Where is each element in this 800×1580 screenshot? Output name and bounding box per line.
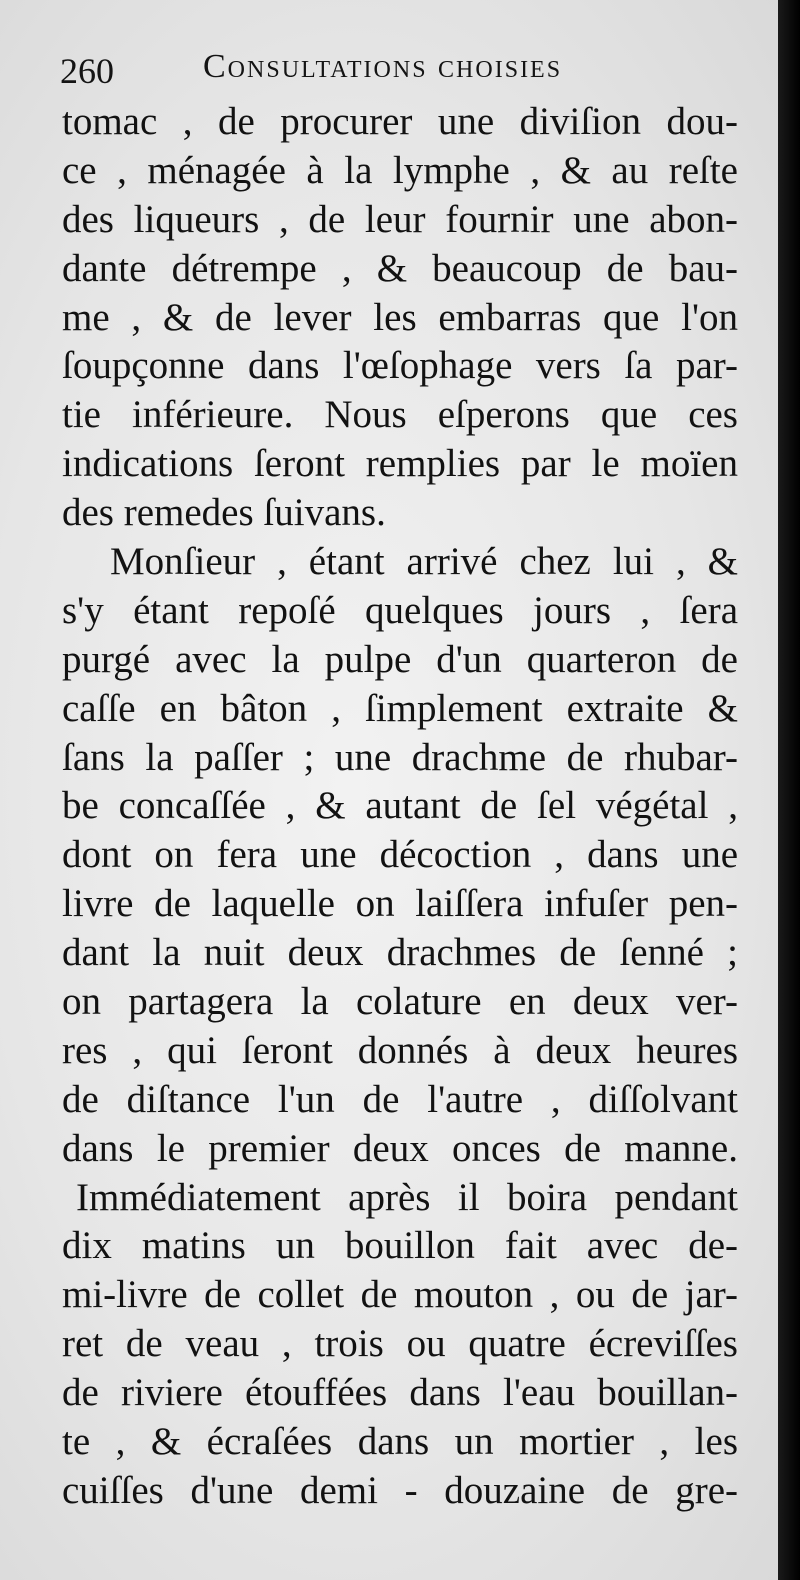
- text-line: des liqueurs , de leur fournir une abon-: [62, 197, 738, 241]
- text-line: dante détrempe , & beaucoup de bau-: [62, 246, 738, 290]
- text-line: cuiſſes d'une demi - douzaine de gre-: [62, 1468, 738, 1512]
- text-line: livre de laquelle on laiſſera infuſer pen-: [62, 882, 738, 926]
- text-line: ſoupçonne dans l'œſophage vers ſa par-: [62, 344, 738, 388]
- text-line: be concaſſée , & autant de ſel végétal ,: [62, 784, 738, 828]
- running-title: Consultations choisies: [203, 48, 563, 85]
- page-header: [60, 48, 700, 98]
- page-edge-shadow: [778, 0, 800, 1580]
- text-line: purgé avec la pulpe d'un quarteron de: [62, 637, 738, 681]
- text-line: dix matins un bouillon fait avec de-: [62, 1224, 738, 1268]
- page-number: 260: [60, 51, 114, 91]
- text-line: res , qui ſeront donnés à deux heures: [62, 1028, 738, 1072]
- body-text: [62, 98, 742, 1516]
- text-line: dont on fera une décoction , dans une: [62, 833, 738, 877]
- text-line: ret de veau , trois ou quatre écreviſſes: [62, 1322, 738, 1366]
- text-line: dans le premier deux onces de manne.: [62, 1126, 738, 1170]
- text-line: ce , ménagée à la lymphe , & au reſte: [62, 148, 738, 192]
- paragraph-start-line: Immédiatement après il boira pendant: [76, 1175, 738, 1219]
- paragraph-start-line: Monſieur , étant arrivé chez lui , &: [110, 540, 738, 584]
- text-line: de riviere étouffées dans l'eau bouillan-: [62, 1371, 738, 1415]
- text-line: s'y étant repoſé quelques jours , ſera: [62, 588, 738, 632]
- text-line: te , & écraſées dans un mortier , les: [62, 1420, 738, 1464]
- text-line: ſans la paſſer ; une drachme de rhubar-: [62, 735, 738, 779]
- text-line: on partagera la colature en deux ver-: [62, 980, 738, 1024]
- text-line: indications ſeront remplies par le moïen: [62, 442, 738, 486]
- text-line: tie inférieure. Nous eſperons que ces: [62, 393, 738, 437]
- text-line: me , & de lever les embarras que l'on: [62, 295, 738, 339]
- text-line: caſſe en bâton , ſimplement extraite &: [62, 686, 738, 730]
- text-line: mi-livre de collet de mouton , ou de jar-: [62, 1273, 738, 1317]
- text-line: de diſtance l'un de l'autre , diſſolvant: [62, 1077, 738, 1121]
- text-line: tomac , de procurer une diviſion dou-: [62, 100, 738, 143]
- text-line: dant la nuit deux drachmes de ſenné ;: [62, 931, 738, 975]
- text-line: des remedes ſuivans.: [62, 491, 386, 535]
